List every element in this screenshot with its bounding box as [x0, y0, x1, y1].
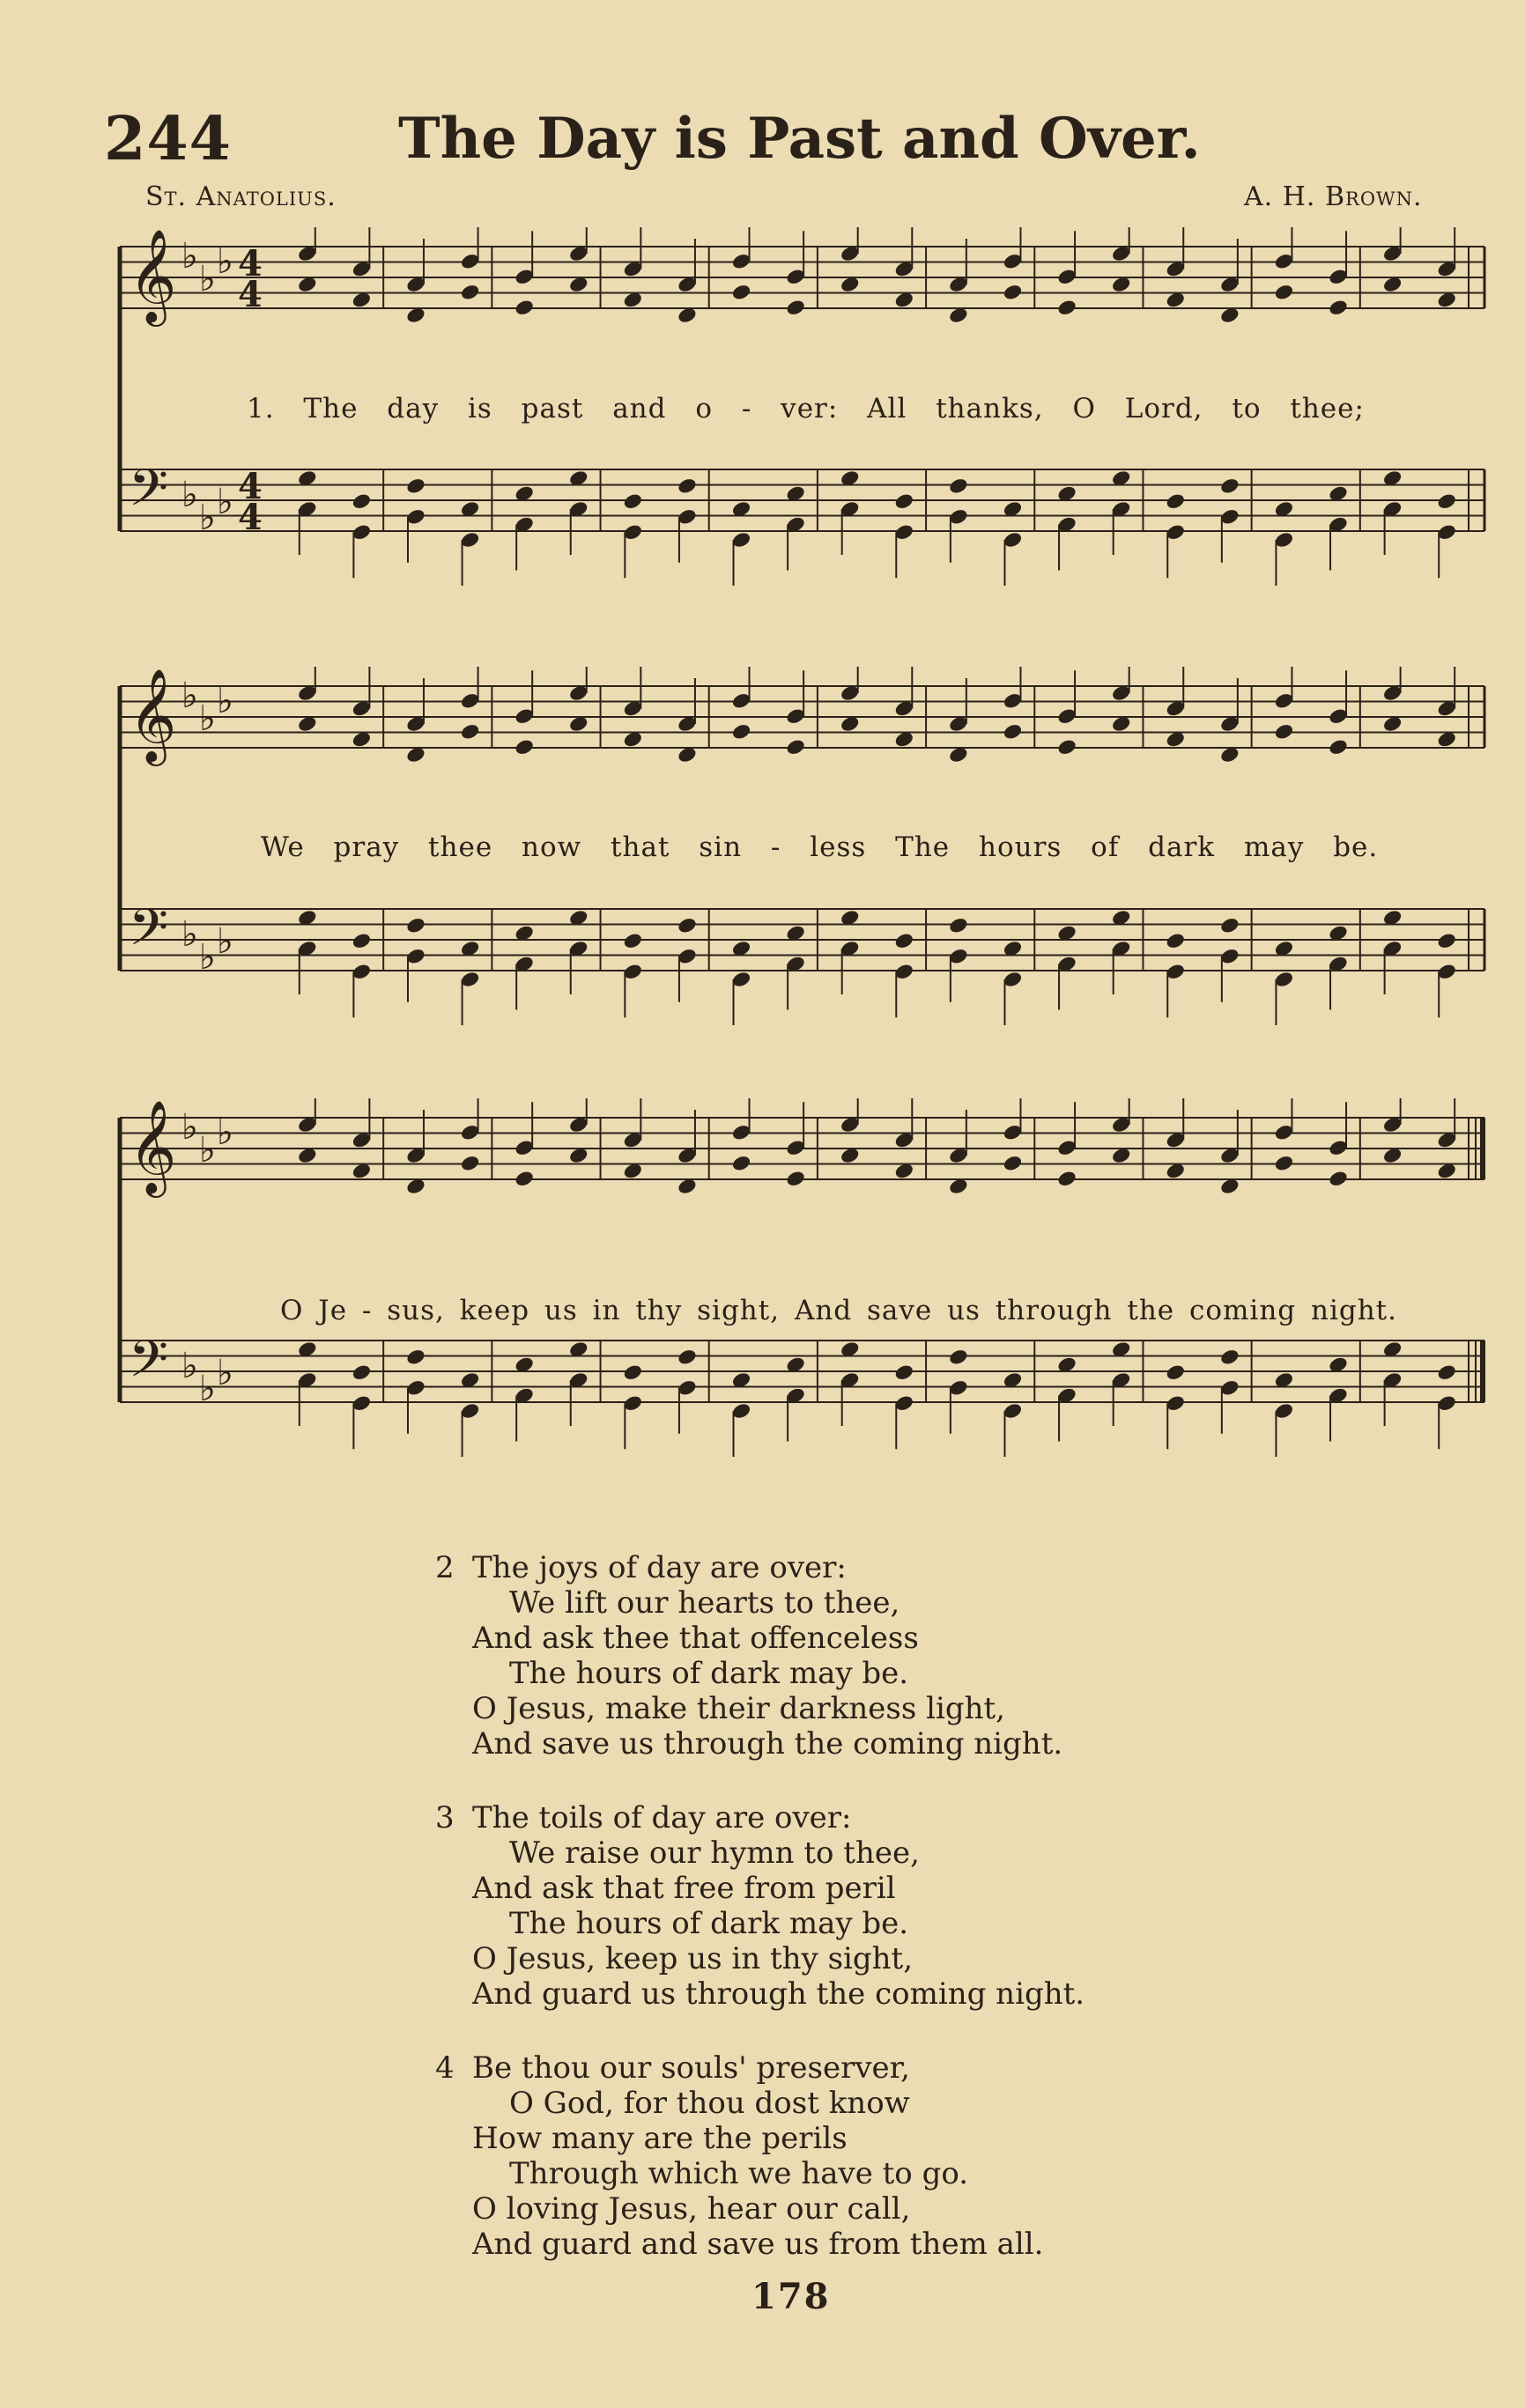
verse-line: O Jesus, keep us in thy sight, — [472, 1941, 914, 1976]
note-head — [785, 1170, 806, 1188]
note-head — [405, 476, 426, 495]
note-head — [1165, 492, 1186, 511]
music-system-2 — [113, 667, 1492, 1072]
note-head — [1056, 1170, 1077, 1188]
note-head — [1273, 722, 1294, 741]
lyric-line-3: O Je - sus, keep us in thy sight, And save us through the coming night. — [280, 1295, 1397, 1326]
note-head — [1219, 1348, 1240, 1366]
lyric-line-1: 1. The day is past and o - ver: All thanks, O Lord, to thee; — [247, 393, 1365, 425]
verse-line: And ask that free from peril — [472, 1871, 896, 1906]
verse-line: The toils of day are over: — [472, 1800, 852, 1836]
note-head — [1273, 283, 1294, 301]
tune-name: St. Anatolius. — [145, 181, 337, 212]
note-head — [460, 283, 481, 301]
note-head — [460, 1154, 481, 1172]
verse-line: And guard and save us from them all. — [472, 2227, 1044, 2262]
note-head — [1436, 1363, 1457, 1382]
verse-number: 4 — [435, 2050, 455, 2086]
note-head — [893, 492, 914, 511]
note-head — [948, 476, 969, 495]
note-head — [731, 1154, 752, 1172]
note-head — [622, 492, 643, 511]
note-head — [351, 932, 372, 950]
verse-line: And guard us through the coming night. — [472, 1976, 1085, 2012]
note-head — [677, 916, 698, 934]
flat-sign-icon: ♭ — [217, 482, 233, 522]
flat-sign-icon: ♭ — [217, 681, 233, 721]
verse-line: And ask thee that offenceless — [472, 1621, 919, 1656]
note-head — [948, 916, 969, 934]
note-head — [1165, 1363, 1186, 1382]
flat-sign-icon: ♭ — [217, 1353, 233, 1393]
note-head — [731, 283, 752, 301]
verse-number: 3 — [435, 1800, 455, 1836]
flat-sign-icon: ♭ — [181, 236, 198, 277]
flat-sign-icon: ♭ — [181, 1346, 198, 1386]
note-head — [351, 1363, 372, 1382]
flat-sign-icon: ♭ — [199, 698, 216, 739]
note-head — [460, 722, 481, 741]
note-head — [1328, 299, 1349, 317]
treble-clef-icon: 𝄞 — [129, 228, 177, 322]
note-head — [1328, 738, 1349, 757]
hymn-title: The Day is Past and Over. — [398, 106, 1201, 172]
note-head — [1328, 1170, 1349, 1188]
composer-name: A. H. Brown. — [1244, 181, 1423, 212]
flat-sign-icon: ♭ — [217, 921, 233, 962]
bass-clef-icon: 𝄢 — [129, 897, 169, 970]
verse-line: O loving Jesus, hear our call, — [472, 2191, 911, 2227]
note-head — [893, 1363, 914, 1382]
verse-line: And save us through the coming night. — [472, 1726, 1063, 1762]
note-head — [785, 738, 806, 757]
verse-line: O God, for thou dost know — [509, 2086, 910, 2121]
note-head — [514, 738, 535, 757]
note-head — [785, 299, 806, 317]
verse-number: 2 — [435, 1550, 455, 1585]
note-head — [731, 722, 752, 741]
verse-line: The joys of day are over: — [472, 1550, 847, 1585]
bass-clef-icon: 𝄢 — [129, 1329, 169, 1401]
note-head — [677, 1348, 698, 1366]
note-head — [1002, 1154, 1023, 1172]
note-head — [622, 1363, 643, 1382]
verses — [435, 1550, 1085, 2301]
note-head — [893, 932, 914, 950]
note-head — [514, 1170, 535, 1188]
flat-sign-icon: ♭ — [199, 498, 216, 538]
flat-sign-icon: ♭ — [199, 1130, 216, 1171]
verse-3 — [435, 1800, 1085, 2012]
note-head — [1165, 932, 1186, 950]
note-head — [1436, 492, 1457, 511]
hymn-number: 244 — [104, 104, 232, 174]
flat-sign-icon: ♭ — [181, 475, 198, 515]
note-head — [351, 492, 372, 511]
time-signature: 4 — [238, 243, 263, 284]
note-head — [677, 476, 698, 495]
note-head — [948, 1348, 969, 1366]
note-head — [405, 916, 426, 934]
lyric-line-2: We pray thee now that sin - less The hours of dark may be. — [261, 831, 1379, 863]
flat-sign-icon: ♭ — [217, 1112, 233, 1153]
note-head — [1056, 299, 1077, 317]
flat-sign-icon: ♭ — [181, 1107, 198, 1148]
flat-sign-icon: ♭ — [217, 241, 233, 282]
verse-line: The hours of dark may be. — [509, 1906, 909, 1941]
flat-sign-icon: ♭ — [181, 914, 198, 955]
verse-line: We raise our hymn to thee, — [509, 1836, 920, 1871]
verse-4 — [435, 2050, 1085, 2262]
score-staves-2 — [113, 667, 1492, 1072]
verse-line: O Jesus, make their darkness light, — [472, 1691, 1005, 1726]
time-signature: 4 — [238, 274, 263, 315]
verse-line: We lift our hearts to thee, — [509, 1585, 900, 1621]
note-head — [514, 299, 535, 317]
flat-sign-icon: ♭ — [199, 259, 216, 299]
time-signature: 4 — [238, 497, 263, 538]
verse-line: Be thou our souls' preserver, — [472, 2050, 910, 2086]
page-number: 178 — [751, 2276, 831, 2317]
verse-line: Through which we have to go. — [509, 2156, 969, 2191]
verse-line: How many are the perils — [472, 2121, 848, 2156]
note-head — [1219, 476, 1240, 495]
flat-sign-icon: ♭ — [181, 676, 198, 716]
treble-clef-icon: 𝄞 — [129, 1099, 177, 1193]
note-head — [1056, 738, 1077, 757]
note-head — [1436, 932, 1457, 950]
time-signature: 4 — [238, 466, 263, 507]
note-head — [1273, 1154, 1294, 1172]
treble-clef-icon: 𝄞 — [129, 668, 177, 762]
verse-2 — [435, 1550, 1085, 1762]
note-head — [1002, 722, 1023, 741]
note-head — [405, 1348, 426, 1366]
flat-sign-icon: ♭ — [199, 937, 216, 978]
bass-clef-icon: 𝄢 — [129, 458, 169, 530]
note-head — [1219, 916, 1240, 934]
verse-line: The hours of dark may be. — [509, 1656, 909, 1691]
flat-sign-icon: ♭ — [199, 1369, 216, 1409]
note-head — [1002, 283, 1023, 301]
note-head — [622, 932, 643, 950]
